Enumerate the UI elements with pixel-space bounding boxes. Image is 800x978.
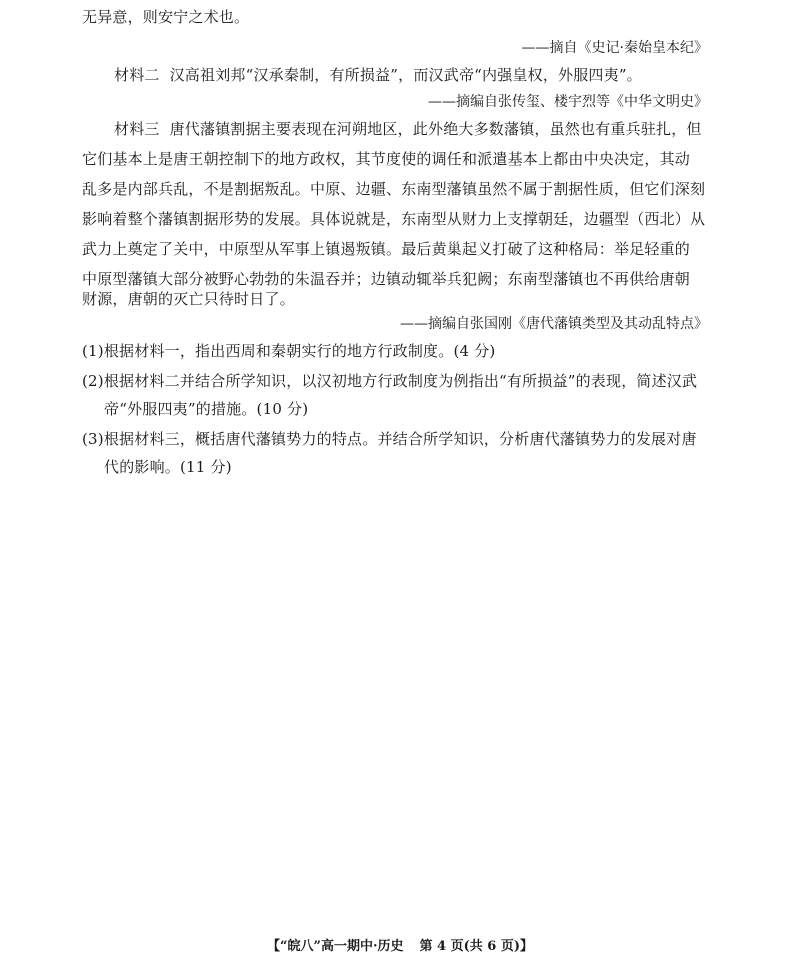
material-two-paragraph xyxy=(114,64,642,86)
material-one-last-line: 无异意，则安宁之术也。 xyxy=(82,8,250,26)
material-three-line: 财源，唐朝的灭亡只待时日了。 xyxy=(82,290,295,308)
material-two-label: 材料二 xyxy=(114,66,160,84)
material-two-source: ——摘编自张传玺、楼宇烈等《中华文明史》 xyxy=(428,94,708,110)
question-3-continued: 代的影响。(11 分) xyxy=(104,458,232,476)
material-three-source: ——摘编自张国刚《唐代藩镇类型及其动乱特点》 xyxy=(400,316,708,332)
question-2: (2)根据材料二并结合所学知识，以汉初地方行政制度为例指出“有所损益”的表现，简述汉武 xyxy=(82,372,698,390)
footer-page-number: 第 4 页(共 6 页)】 xyxy=(419,939,533,954)
question-2-continued: 帝“外服四夷”的措施。(10 分) xyxy=(104,400,309,418)
material-one-source: ——摘自《史记·秦始皇本纪》 xyxy=(521,40,708,56)
question-3: (3)根据材料三，概括唐代藩镇势力的特点。并结合所学知识，分析唐代藩镇势力的发展对唐 xyxy=(82,430,697,448)
material-three-line xyxy=(114,118,702,140)
material-three-line: 中原型藩镇大部分被野心勃勃的朱温吞并；边镇动辄举兵犯阙；东南型藩镇也不再供给唐朝 xyxy=(82,270,691,288)
material-three-line: 乱多是内部兵乱，不是割据叛乱。中原、边疆、东南型藩镇虽然不属于割据性质，但它们深刻 xyxy=(82,180,706,198)
material-three-label: 材料三 xyxy=(114,120,160,138)
material-three-text: 唐代藩镇割据主要表现在河朔地区，此外绝大多数藩镇，虽然也有重兵驻扎，但 xyxy=(169,120,702,138)
material-three-line: 影响着整个藩镇割据形势的发展。具体说就是，东南型从财力上支撑朝廷，边疆型（西北）从 xyxy=(82,210,706,228)
material-three-line: 武力上奠定了关中，中原型从军事上镇遏叛镇。最后黄巢起义打破了这种格局：举足轻重的 xyxy=(82,240,691,258)
footer-exam-name: 【“皖八”高一期中·历史 xyxy=(267,939,404,954)
material-two-text: 汉高祖刘邦“汉承秦制，有所损益”，而汉武帝“内强皇权，外服四夷”。 xyxy=(169,66,642,84)
material-three-line: 它们基本上是唐王朝控制下的地方政权，其节度使的调任和派遣基本上都由中央决定，其动 xyxy=(82,150,691,168)
page-footer xyxy=(0,938,800,956)
question-1: (1)根据材料一，指出西周和秦朝实行的地方行政制度。(4 分) xyxy=(82,342,496,360)
